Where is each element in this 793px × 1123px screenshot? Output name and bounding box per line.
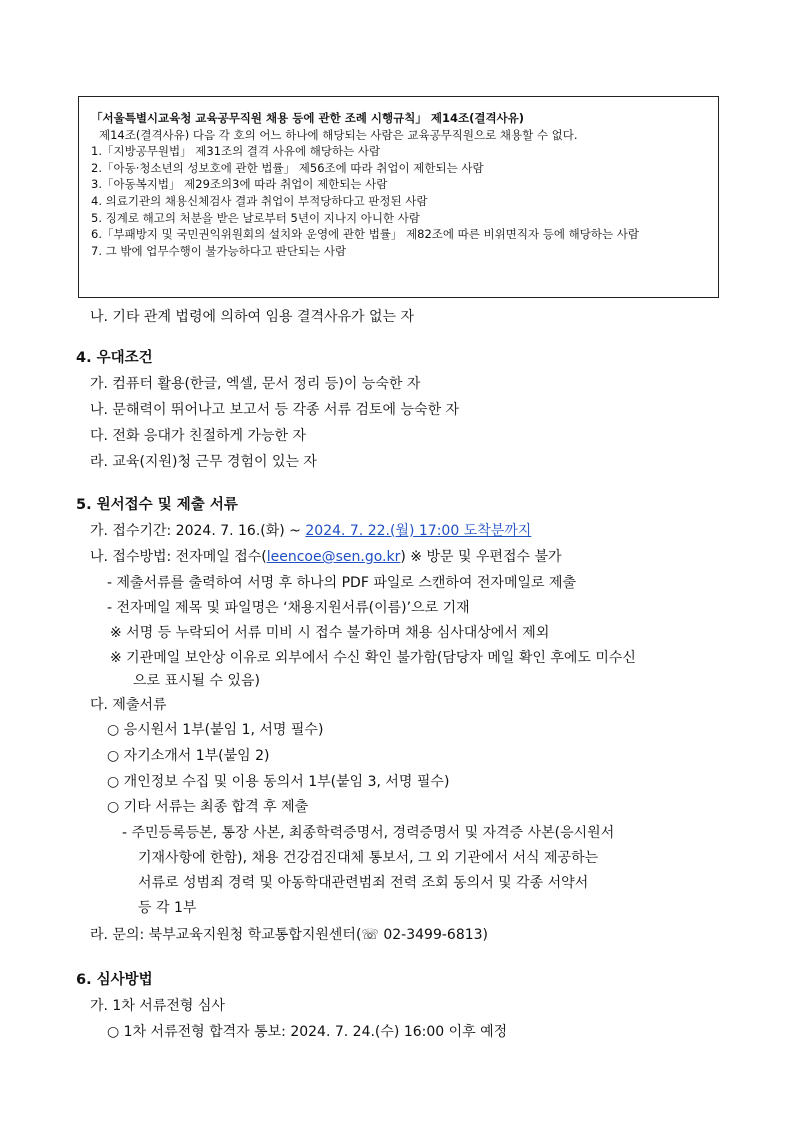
application-deadline-link[interactable]: 2024. 7. 22.(월) 17:00 도착분까지 (305, 523, 532, 539)
application-period (90, 521, 531, 541)
regulation-item: 5. 징계로 해고의 처분을 받은 날로부터 5년이 지나지 아니한 사람 (91, 210, 420, 225)
screening-stage: 가. 1차 서류전형 심사 (90, 998, 225, 1014)
other-documents-line: - 주민등록등본, 통장 사본, 최종학력증명서, 경력증명서 및 자격증 사본(응시원서 (122, 825, 615, 841)
regulation-item: 6.「부패방지 및 국민권익위원회의 설치와 운영에 관한 법률」 제82조에 따른 비위면직자 등에 해당하는 사람 (91, 227, 639, 242)
preference-item: 나. 문해력이 뛰어나고 보고서 등 각종 서류 검토에 능숙한 자 (90, 402, 460, 418)
screening-notice: ○ 1차 서류전형 합격자 통보: 2024. 7. 24.(수) 16:00 이후 예정 (107, 1024, 508, 1040)
document-item: ○ 자기소개서 1부(붙임 2) (107, 748, 270, 764)
contact-info: 라. 문의: 북부교육지원청 학교통합지원센터(☏ 02-3499-6813) (90, 927, 489, 943)
section-5-heading: 5. 원서접수 및 제출 서류 (76, 497, 238, 513)
document-item: ○ 개인정보 수집 및 이용 동의서 1부(붙임 3, 서명 필수) (107, 774, 450, 790)
regulation-item: 1.「지방공무원법」 제31조의 결격 사유에 해당하는 사람 (91, 144, 381, 159)
application-method-prefix: 나. 접수방법: 전자메일 접수( (90, 549, 267, 565)
regulation-item: 3.「아동복지법」 제29조의3에 따라 취업이 제한되는 사람 (91, 177, 388, 192)
documents-heading: 다. 제출서류 (90, 697, 167, 713)
preference-item: 다. 전화 응대가 친절하게 가능한 자 (90, 428, 307, 444)
regulation-item: 2.「아동·청소년의 성보호에 관한 법률」 제56조에 따라 취업이 제한되는 사람 (91, 160, 484, 175)
other-documents-line: 서류로 성범죄 경력 및 아동학대관련범죄 전력 조회 동의서 및 각종 서약서 (138, 875, 589, 891)
application-period-start: 가. 접수기간: 2024. 7. 16.(화) ~ (90, 523, 306, 539)
other-documents-line: 등 각 1부 (138, 900, 197, 916)
document-item: ○ 응시원서 1부(붙임 1, 서명 필수) (107, 722, 324, 738)
application-method (90, 547, 562, 567)
regulation-title: 「서울특별시교육청 교육공무직원 채용 등에 관한 조례 시행규칙」 제14조(결격사유) (91, 111, 525, 125)
application-method-suffix: ) ※ 방문 및 우편접수 불가 (400, 549, 562, 565)
preference-item: 가. 컴퓨터 활용(한글, 엑셀, 문서 정리 등)이 능숙한 자 (90, 376, 421, 392)
regulation-box (78, 96, 719, 298)
method-note-continued: 으로 표시될 수 있음) (133, 673, 261, 689)
other-documents-line: 기재사항에 한함), 채용 건강검진대체 통보서, 그 외 기관에서 서식 제공하는 (138, 850, 599, 866)
document-item: ○ 기타 서류는 최종 합격 후 제출 (107, 799, 309, 815)
section-4-heading: 4. 우대조건 (76, 350, 153, 366)
regulation-item: 4. 의료기관의 채용신체검사 결과 취업이 부적당하다고 판정된 사람 (91, 193, 428, 208)
regulation-intro: 제14조(결격사유) 다음 각 호의 어느 하나에 해당되는 사람은 교육공무직원으로 채용할 수 없다. (99, 127, 578, 142)
method-detail: - 전자메일 제목 및 파일명은 ‘채용지원서류(이름)’으로 기재 (107, 600, 470, 616)
method-note: ※ 기관메일 보안상 이유로 외부에서 수신 확인 불가함(담당자 메일 확인 후에도 미수신 (110, 650, 636, 666)
method-note: ※ 서명 등 누락되어 서류 미비 시 접수 불가하며 채용 심사대상에서 제외 (110, 625, 550, 641)
application-email-link[interactable]: leencoe@sen.go.kr (266, 549, 401, 565)
method-detail: - 제출서류를 출력하여 서명 후 하나의 PDF 파일로 스캔하여 전자메일로 제출 (107, 575, 577, 591)
section-6-heading: 6. 심사방법 (76, 972, 153, 988)
regulation-item: 7. 그 밖에 업무수행이 불가능하다고 판단되는 사람 (91, 243, 347, 258)
disqualification-other-law: 나. 기타 관계 법령에 의하여 임용 결격사유가 없는 자 (90, 309, 415, 325)
preference-item: 라. 교육(지원)청 근무 경험이 있는 자 (90, 454, 317, 470)
